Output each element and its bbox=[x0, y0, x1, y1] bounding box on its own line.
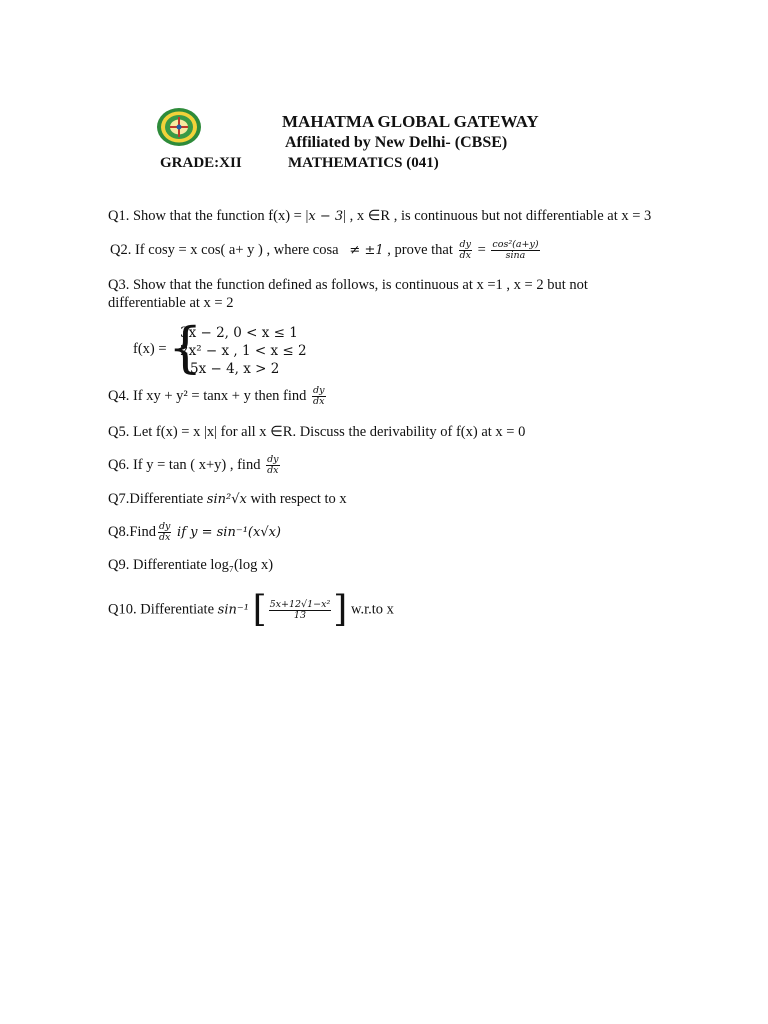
q2-eq: = bbox=[477, 241, 486, 258]
question-9: Q9. Differentiate log₇(log x) bbox=[108, 557, 274, 573]
q2-dydx: $\frac{dy}{dx}$ bbox=[459, 239, 471, 261]
school-emblem-icon bbox=[155, 106, 203, 148]
q3-brace: { bbox=[168, 316, 203, 379]
q10-post: w.r.to x bbox=[350, 601, 394, 618]
question-2 bbox=[110, 240, 542, 261]
q6-text: Q6. If y = tan ( x+y) , find bbox=[108, 456, 261, 473]
q1-text: Q1. Show that the function f(x) = | bbox=[108, 208, 309, 224]
q1-expr: x − 3 bbox=[308, 209, 344, 224]
q2-prove: , prove that bbox=[387, 241, 453, 258]
q10-fraction: $\frac{\text{5x+12√1−x²}}{13}$ bbox=[269, 598, 331, 621]
school-name: MAHATMA GLOBAL GATEWAY bbox=[282, 112, 539, 131]
question-8 bbox=[108, 522, 281, 543]
q3-case-3: 5x − 4, x > 2 bbox=[190, 361, 280, 377]
question-7 bbox=[108, 491, 347, 508]
question-4 bbox=[108, 386, 328, 407]
affiliation: Affiliated by New Delhi- (CBSE) bbox=[285, 134, 508, 151]
q3-cases bbox=[180, 324, 307, 378]
subject-label: MATHEMATICS (041) bbox=[288, 155, 439, 171]
q7-pre: Q7.Differentiate bbox=[108, 491, 204, 507]
q4-text: Q4. If xy + y² = tanx + y then find bbox=[108, 387, 307, 404]
q6-dydx: $\frac{dy}{dx}$ bbox=[267, 454, 279, 476]
q8-pre: Q8.Find bbox=[108, 523, 156, 540]
q2-ne: ≠ ±1 bbox=[349, 242, 384, 258]
q10-fn: sin⁻¹ bbox=[217, 602, 249, 618]
q10-pre: Q10. Differentiate bbox=[108, 601, 215, 618]
q10-bracket-left: [ bbox=[252, 589, 267, 630]
q2-text: Q2. If cosy = x cos( a+ y ) , where cosa bbox=[110, 241, 339, 258]
q3-case-2: 2x² − x , 1 < x ≤ 2 bbox=[180, 343, 307, 359]
q1-rest: | , x ∈R , is continuous but not differentiable at x = 3 bbox=[343, 208, 652, 224]
q4-dydx: $\frac{dy}{dx}$ bbox=[313, 385, 325, 407]
q2-rhs: $\frac{\text{cos²(a+y)}}{\sin a}$ bbox=[492, 239, 539, 261]
question-1 bbox=[108, 208, 651, 225]
question-6 bbox=[108, 455, 282, 476]
q7-post: with respect to x bbox=[250, 491, 347, 507]
q8-dydx: $\frac{dy}{dx}$ bbox=[158, 521, 171, 543]
q3-case-1: 3x − 2, 0 < x ≤ 1 bbox=[180, 325, 298, 341]
q3-fx: f(x) = bbox=[133, 341, 167, 357]
question-5: Q5. Let f(x) = x |x| for all x ∈R. Discuss the derivability of f(x) at x = 0 bbox=[108, 424, 526, 440]
q3-line-1: Q3. Show that the function defined as follows, is continuous at x =1 , x = 2 but not bbox=[108, 277, 588, 293]
grade-label: GRADE:XII bbox=[160, 155, 242, 171]
question-10 bbox=[108, 589, 394, 630]
q3-line-2: differentiable at x = 2 bbox=[108, 295, 234, 311]
q10-bracket-right: ] bbox=[333, 589, 348, 630]
q8-expr: if y = sin⁻¹(x√x) bbox=[177, 524, 281, 540]
q7-expr: sin²√x bbox=[206, 492, 247, 507]
